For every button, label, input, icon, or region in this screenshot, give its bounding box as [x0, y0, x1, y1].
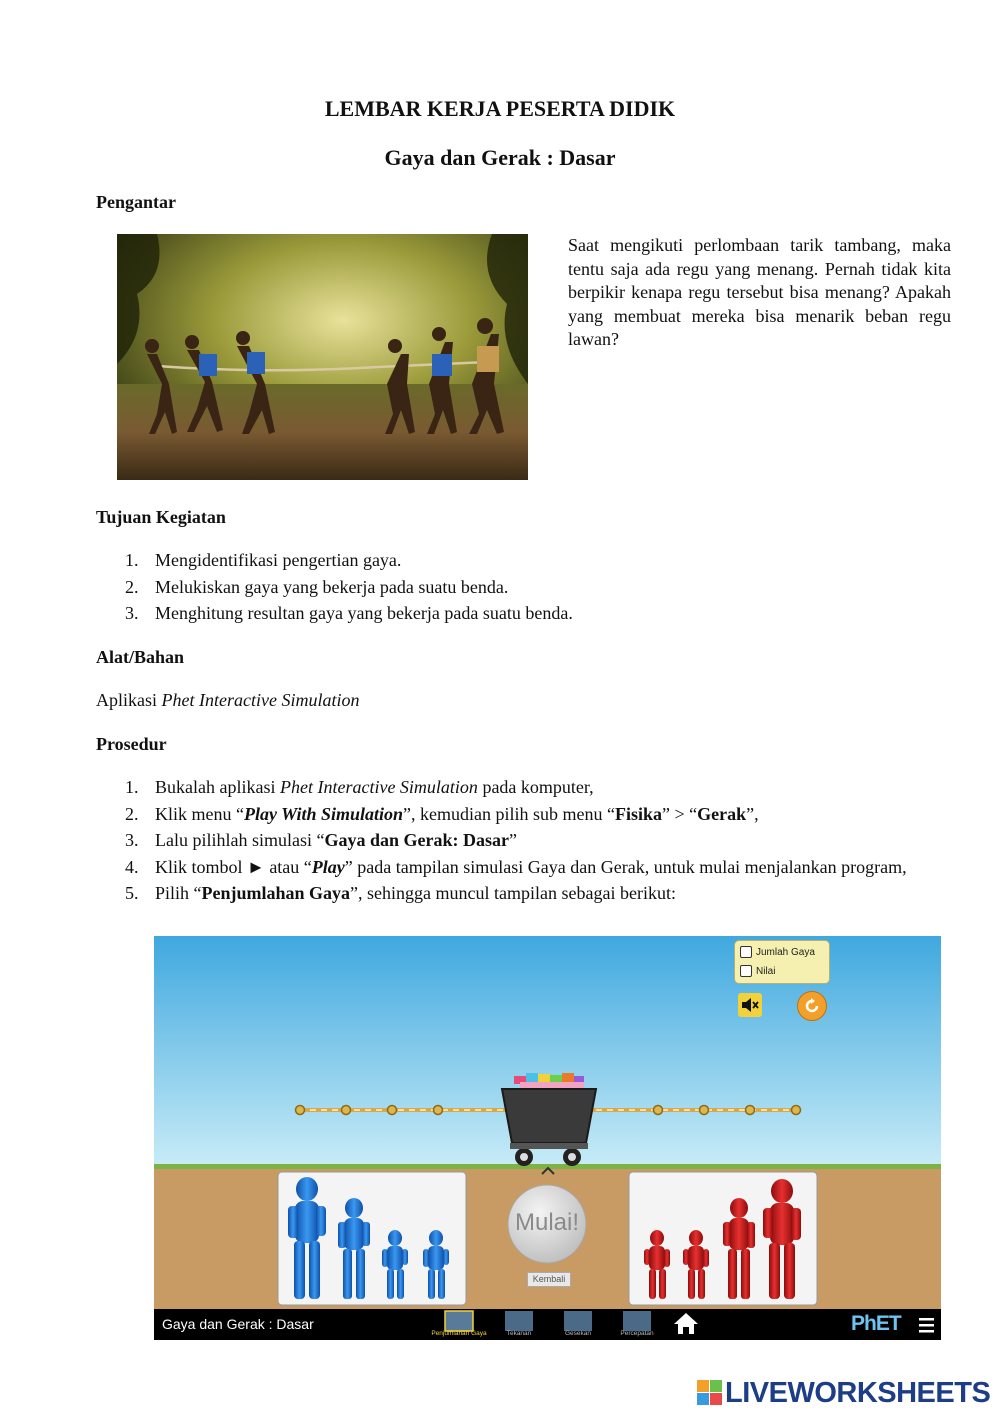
tab-tekanan[interactable]: Tekanan — [506, 1330, 532, 1337]
liveworksheets-logo-icon — [697, 1380, 723, 1406]
tab-percepatan[interactable]: Percepatan — [620, 1330, 654, 1337]
footer-sim-title: Gaya dan Gerak : Dasar — [162, 1316, 314, 1332]
mute-button[interactable] — [738, 993, 762, 1017]
tab-gesekan[interactable]: Gesekan — [564, 1330, 592, 1337]
list-item: 3. Lalu pilihlah simulasi “Gaya dan Gerak: Dasar” — [125, 830, 517, 850]
sum-of-forces-checkbox[interactable] — [740, 946, 752, 958]
tools-heading: Alat/Bahan — [96, 647, 185, 667]
tug-of-war-illustration — [117, 234, 528, 480]
page-subtitle: Gaya dan Gerak : Dasar — [384, 145, 616, 170]
sum-of-forces-option[interactable]: Jumlah Gaya — [740, 946, 815, 958]
phet-logo[interactable]: PhET — [851, 1312, 901, 1335]
list-item: 3. Menghitung resultan gaya yang bekerja pada suatu benda. — [125, 603, 573, 623]
phet-simulation-screenshot — [154, 936, 941, 1340]
values-checkbox[interactable] — [740, 965, 752, 977]
list-item: 2. Klik menu “Play With Simulation”, kemudian pilih sub menu “Fisika” > “Gerak”, — [125, 803, 759, 824]
tab-penjumlahan-gaya[interactable]: Penjumlahan Gaya — [431, 1330, 487, 1337]
list-item: 1. Bukalah aplikasi Phet Interactive Simulation pada komputer, — [125, 777, 594, 797]
tab-icon-penjumlahan[interactable] — [445, 1311, 473, 1331]
intro-heading: Pengantar — [96, 192, 176, 212]
speaker-muted-icon — [741, 997, 759, 1013]
options-panel — [734, 940, 830, 984]
tools-text: Aplikasi Phet Interactive Simulation — [96, 690, 360, 710]
tab-icon-gesekan[interactable] — [564, 1311, 592, 1331]
procedure-heading: Prosedur — [96, 734, 167, 754]
start-button[interactable]: Mulai! — [514, 1209, 580, 1236]
procedure-list — [96, 774, 951, 907]
list-item: 4. Klik tombol ► atau “Play” pada tampilan simulasi Gaya dan Gerak, untuk mulai menjalankan program, — [125, 856, 907, 877]
list-item: 1. Mengidentifikasi pengertian gaya. — [125, 550, 402, 570]
tab-icon-percepatan[interactable] — [623, 1311, 651, 1331]
page-title: LEMBAR KERJA PESERTA DIDIK — [324, 96, 676, 121]
list-item: 5. Pilih “Penjumlahan Gaya”, sehingga muncul tampilan sebagai berikut: — [125, 883, 676, 903]
tug-of-war-photo — [117, 234, 528, 480]
values-option[interactable]: Nilai — [740, 965, 775, 977]
reset-button[interactable] — [797, 991, 827, 1021]
liveworksheets-watermark: LIVEWORKSHEETS — [697, 1376, 990, 1410]
menu-icon[interactable] — [919, 1318, 934, 1333]
goals-list — [96, 547, 573, 627]
goals-heading: Tujuan Kegiatan — [96, 507, 226, 527]
tab-icon-tekanan[interactable] — [505, 1311, 533, 1331]
reset-icon — [803, 997, 821, 1015]
intro-paragraph: Saat mengikuti perlombaan tarik tambang, maka tentu saja ada regu yang menang. Pernah tidak kita berpikir kenapa regu tersebut bisa menang? Apakah yang membuat mereka bisa menarik beban regu lawan? — [568, 235, 951, 349]
back-button[interactable]: Kembali — [527, 1272, 571, 1287]
list-item: 2. Melukiskan gaya yang bekerja pada suatu benda. — [125, 576, 509, 597]
